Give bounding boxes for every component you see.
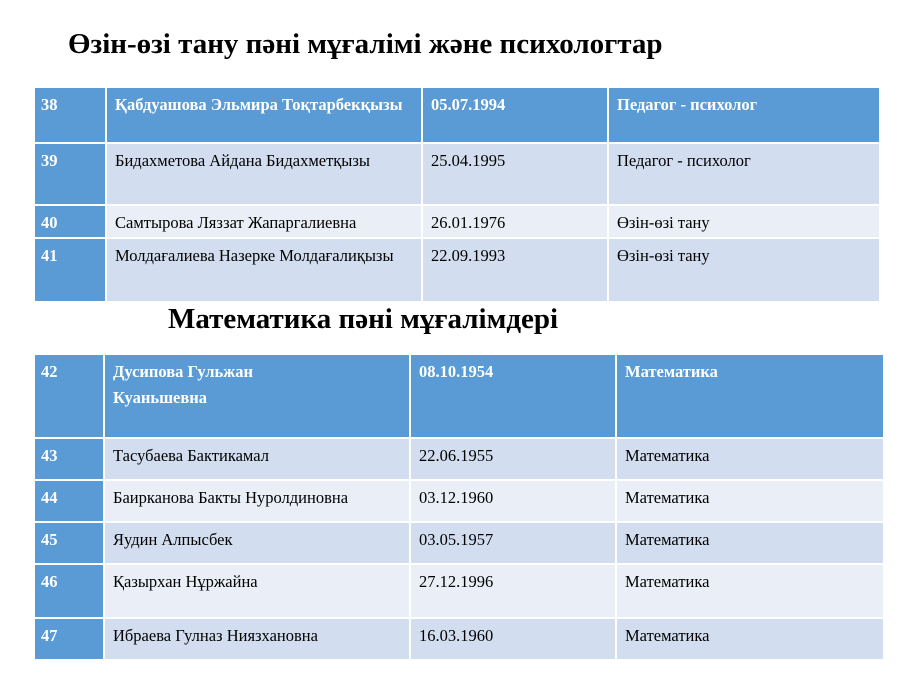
birth-date: 27.12.1996 xyxy=(410,564,616,618)
subject: Математика xyxy=(616,618,884,660)
subject: Өзін-өзі тану xyxy=(608,205,880,238)
teacher-name: Ибраева Гулназ Ниязхановна xyxy=(104,618,410,660)
mathematics-staff-table xyxy=(33,353,885,661)
row-number: 40 xyxy=(34,205,106,238)
self-knowledge-staff-table xyxy=(33,86,881,303)
table-row xyxy=(34,438,884,480)
subject: Математика xyxy=(616,522,884,564)
birth-date: 05.07.1994 xyxy=(422,87,608,143)
birth-date: 22.06.1955 xyxy=(410,438,616,480)
table-row xyxy=(34,87,880,143)
section-title-self-knowledge: Өзін-өзі тану пәні мұғалімі және психологтар xyxy=(68,28,663,60)
teacher-name: Молдағалиева Назерке Молдағалиқызы xyxy=(106,238,422,302)
subject: Педагог - психолог xyxy=(608,87,880,143)
section-title-mathematics: Математика пәні мұғалімдері xyxy=(168,303,559,335)
subject: Педагог - психолог xyxy=(608,143,880,205)
subject: Математика xyxy=(616,564,884,618)
table-row xyxy=(34,354,884,438)
row-number: 43 xyxy=(34,438,104,480)
row-number: 38 xyxy=(34,87,106,143)
teacher-name: Қазырхан Нұржайна xyxy=(104,564,410,618)
birth-date: 22.09.1993 xyxy=(422,238,608,302)
row-number: 47 xyxy=(34,618,104,660)
teacher-name: Бидахметова Айдана Бидахметқызы xyxy=(106,143,422,205)
table-row xyxy=(34,143,880,205)
teacher-name: Самтырова Ляззат Жапаргалиевна xyxy=(106,205,422,238)
row-number: 39 xyxy=(34,143,106,205)
birth-date: 03.12.1960 xyxy=(410,480,616,522)
table-row xyxy=(34,205,880,238)
birth-date: 26.01.1976 xyxy=(422,205,608,238)
teacher-name: Яудин Алпысбек xyxy=(104,522,410,564)
birth-date: 16.03.1960 xyxy=(410,618,616,660)
subject: Өзін-өзі тану xyxy=(608,238,880,302)
row-number: 41 xyxy=(34,238,106,302)
subject: Математика xyxy=(616,480,884,522)
table-row xyxy=(34,618,884,660)
row-number: 44 xyxy=(34,480,104,522)
table-row xyxy=(34,522,884,564)
teacher-name: Қабдуашова Эльмира Тоқтарбекқызы xyxy=(106,87,422,143)
row-number: 45 xyxy=(34,522,104,564)
teacher-name: Баирканова Бакты Нуролдиновна xyxy=(104,480,410,522)
row-number: 46 xyxy=(34,564,104,618)
teacher-name: Дусипова Гульжан Куаньшевна xyxy=(104,354,410,438)
birth-date: 03.05.1957 xyxy=(410,522,616,564)
table-row xyxy=(34,564,884,618)
birth-date: 25.04.1995 xyxy=(422,143,608,205)
birth-date: 08.10.1954 xyxy=(410,354,616,438)
subject: Математика xyxy=(616,354,884,438)
subject: Математика xyxy=(616,438,884,480)
row-number: 42 xyxy=(34,354,104,438)
table-row xyxy=(34,238,880,302)
table-row xyxy=(34,480,884,522)
teacher-name: Тасубаева Бактикамал xyxy=(104,438,410,480)
